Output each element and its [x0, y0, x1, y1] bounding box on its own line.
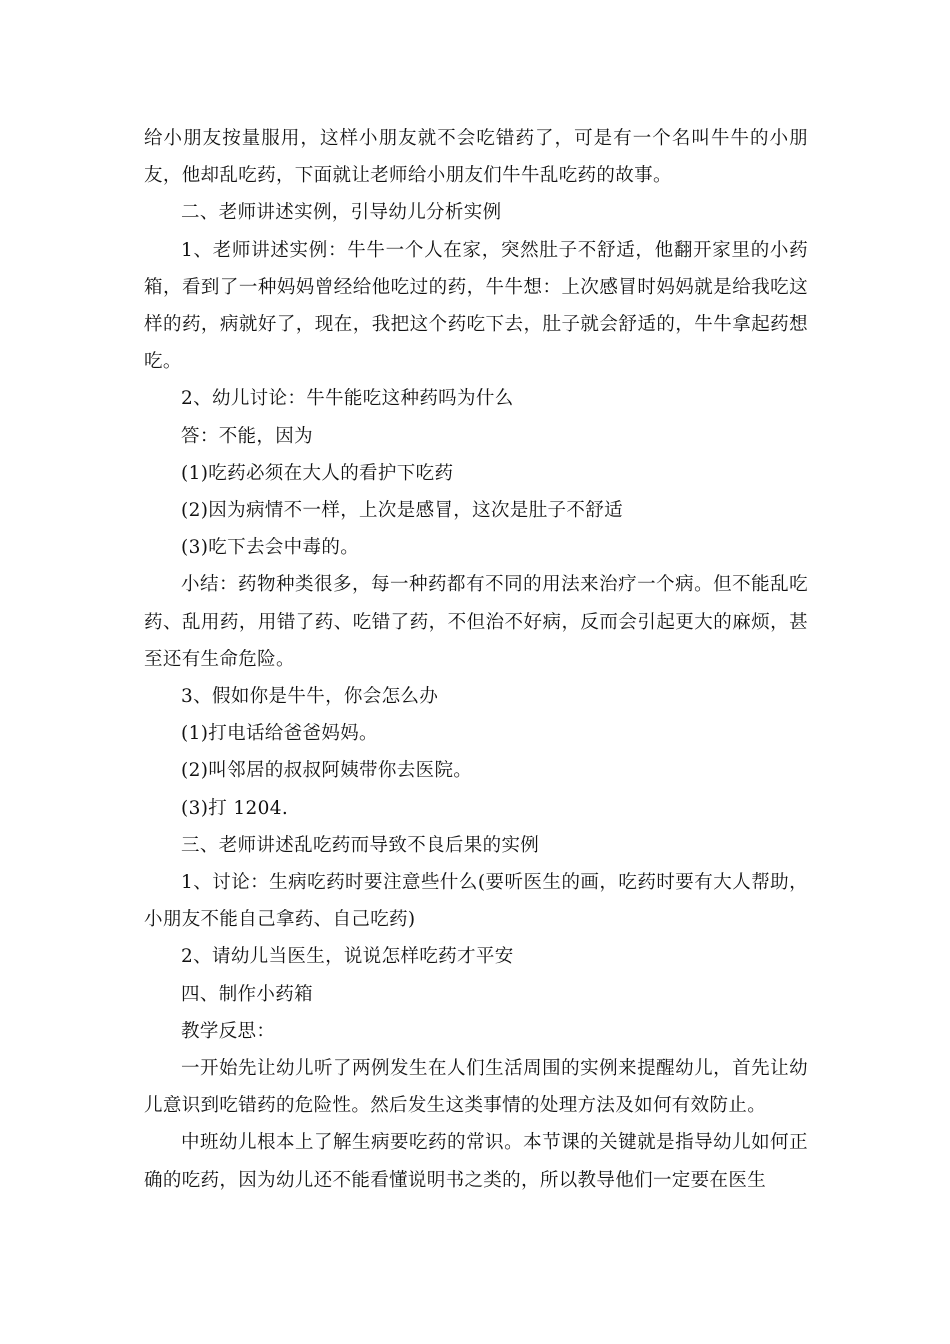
reflection-paragraph-2: 中班幼儿根本上了解生病要吃药的常识。本节课的关键就是指导幼儿如何正确的吃药，因为幼儿还不能看懂说明书之类的，所以教导他们一定要在医生 [144, 1132, 808, 1191]
document-body [144, 120, 808, 1199]
paragraph-answer: 答：不能，因为 [181, 425, 313, 447]
reflection-heading: 教学反思： [181, 1020, 276, 1042]
reflection-paragraph-1: 一开始先让幼儿听了两例发生在人们生活周围的实例来提醒幼儿，首先让幼儿意识到吃错药的危险性。然后发生这类事情的处理方法及如何有效防止。 [144, 1058, 808, 1117]
list-item-action-1: (1)打电话给爸爸妈妈。 [181, 723, 378, 745]
section-heading-3: 三、老师讲述乱吃药而导致不良后果的实例 [181, 834, 540, 856]
paragraph-child-discussion: 2、幼儿讨论：牛牛能吃这种药吗为什么 [181, 388, 514, 410]
paragraph-teacher-example: 1、老师讲述实例：牛牛一个人在家，突然肚子不舒适，他翻开家里的小药箱，看到了一种妈妈曾经给他吃过的药，牛牛想：上次感冒时妈妈就是给我吃这样的药，病就好了，现在，我把这个药吃下去，肚子就会舒适的，牛牛拿起药想吃。 [144, 239, 808, 373]
list-item-action-3: (3)打 1204. [181, 797, 289, 819]
paragraph-doctor-roleplay: 2、请幼儿当医生，说说怎样吃药才平安 [181, 946, 514, 968]
section-heading-2: 二、老师讲述实例，引导幼儿分析实例 [181, 202, 502, 224]
paragraph-continuation: 给小朋友按量服用，这样小朋友就不会吃错药了，可是有一个名叫牛牛的小朋友，他却乱吃药，下面就让老师给小朋友们牛牛乱吃药的故事。 [144, 128, 808, 187]
paragraph-discussion-attention: 1、讨论：生病吃药时要注意些什么(要听医生的画，吃药时要有大人帮助，小朋友不能自己拿药、自己吃药) [144, 872, 808, 931]
list-item-answer-3: (3)吃下去会中毒的。 [181, 537, 360, 559]
list-item-answer-1: (1)吃药必须在大人的看护下吃药 [181, 462, 454, 484]
list-item-answer-2: (2)因为病情不一样，上次是感冒，这次是肚子不舒适 [181, 500, 623, 522]
paragraph-summary: 小结：药物种类很多，每一种药都有不同的用法来治疗一个病。但不能乱吃药、乱用药，用错了药、吃错了药，不但治不好病，反而会引起更大的麻烦，甚至还有生命危险。 [144, 574, 808, 670]
section-heading-4: 四、制作小药箱 [181, 983, 313, 1005]
list-item-action-2: (2)叫邻居的叔叔阿姨带你去医院。 [181, 760, 473, 782]
paragraph-if-you-were: 3、假如你是牛牛，你会怎么办 [181, 686, 439, 708]
